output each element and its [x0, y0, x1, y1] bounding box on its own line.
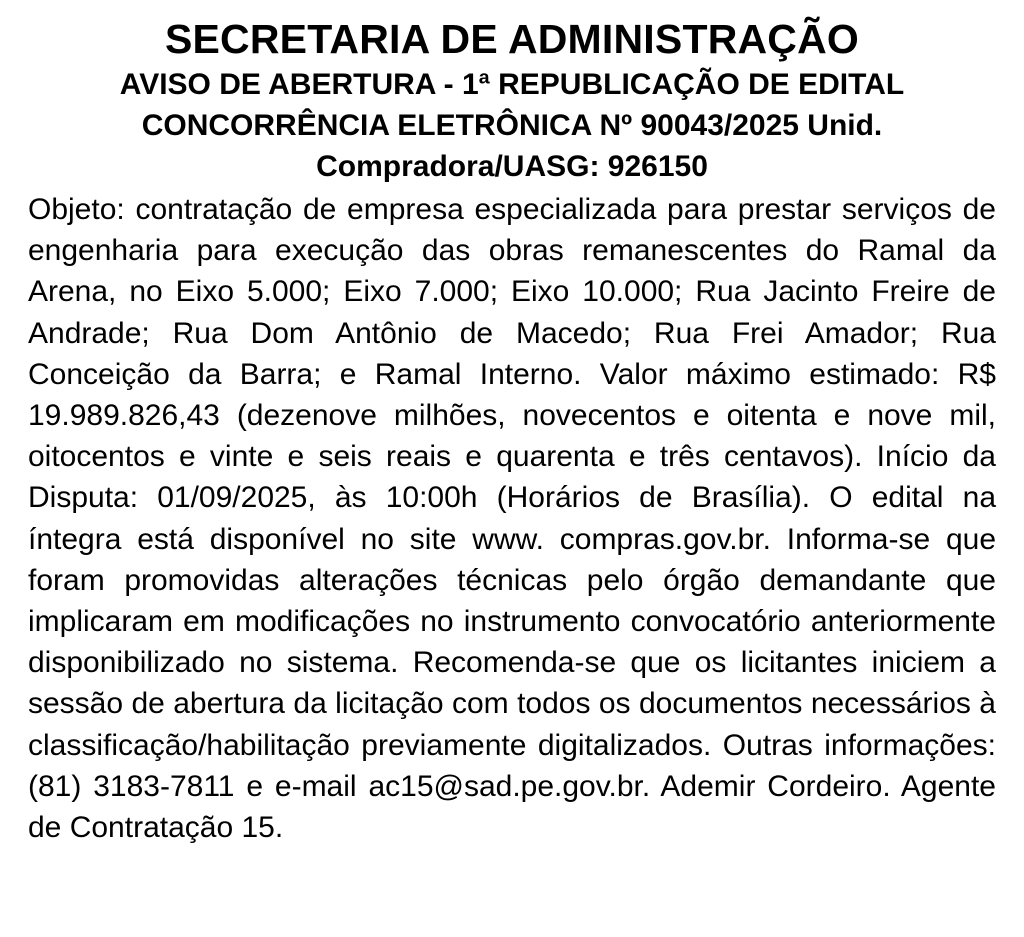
notice-title: SECRETARIA DE ADMINISTRAÇÃO	[164, 16, 860, 62]
notice-body: Objeto: contratação de empresa especializada para prestar serviços de engenharia para execução das obras remanescentes do Ramal da Arena, no Eixo 5.000; Eixo 7.000; Eixo 10.000; Rua Jacinto Freire de Andrade; Rua Dom Antônio de Macedo; Rua Frei Amador; Rua Conceição da Barra; e Ramal Interno. Valor máximo estimado: R$ 19.989.826,43 (dezenove milhões, novecentos e oitenta e nove mil, oitocentos e vinte e seis reais e quarenta e três centavos). Início da Disputa: 01/09/2025, às 10:00h (Horários de Brasília). O edital na íntegra está disponível no site www. compras.gov.br. Informa-se que foram promovidas alterações técnicas pelo órgão demandante que implicaram em modificações no instrumento convocatório anteriormente disponibilizado no sistema. Recomenda-se que os licitantes iniciem a sessão de abertura da licitação com todos os documentos necessários à classificação/habilitação previamente digitalizados. Outras informações: (81) 3183-7811 e e-mail ac15@sad.pe.gov.br. Ademir Cordeiro. Agente de Contratação 15.	[28, 193, 996, 845]
public-notice	[28, 14, 996, 848]
notice-subtitle-line-3: Compradora/UASG: 926150	[316, 150, 708, 183]
notice-subtitle-line-1: AVISO DE ABERTURA - 1ª REPUBLICAÇÃO DE EDITAL	[119, 68, 905, 101]
notice-subtitle-line-2: CONCORRÊNCIA ELETRÔNICA Nº 90043/2025 Unid.	[141, 109, 883, 142]
